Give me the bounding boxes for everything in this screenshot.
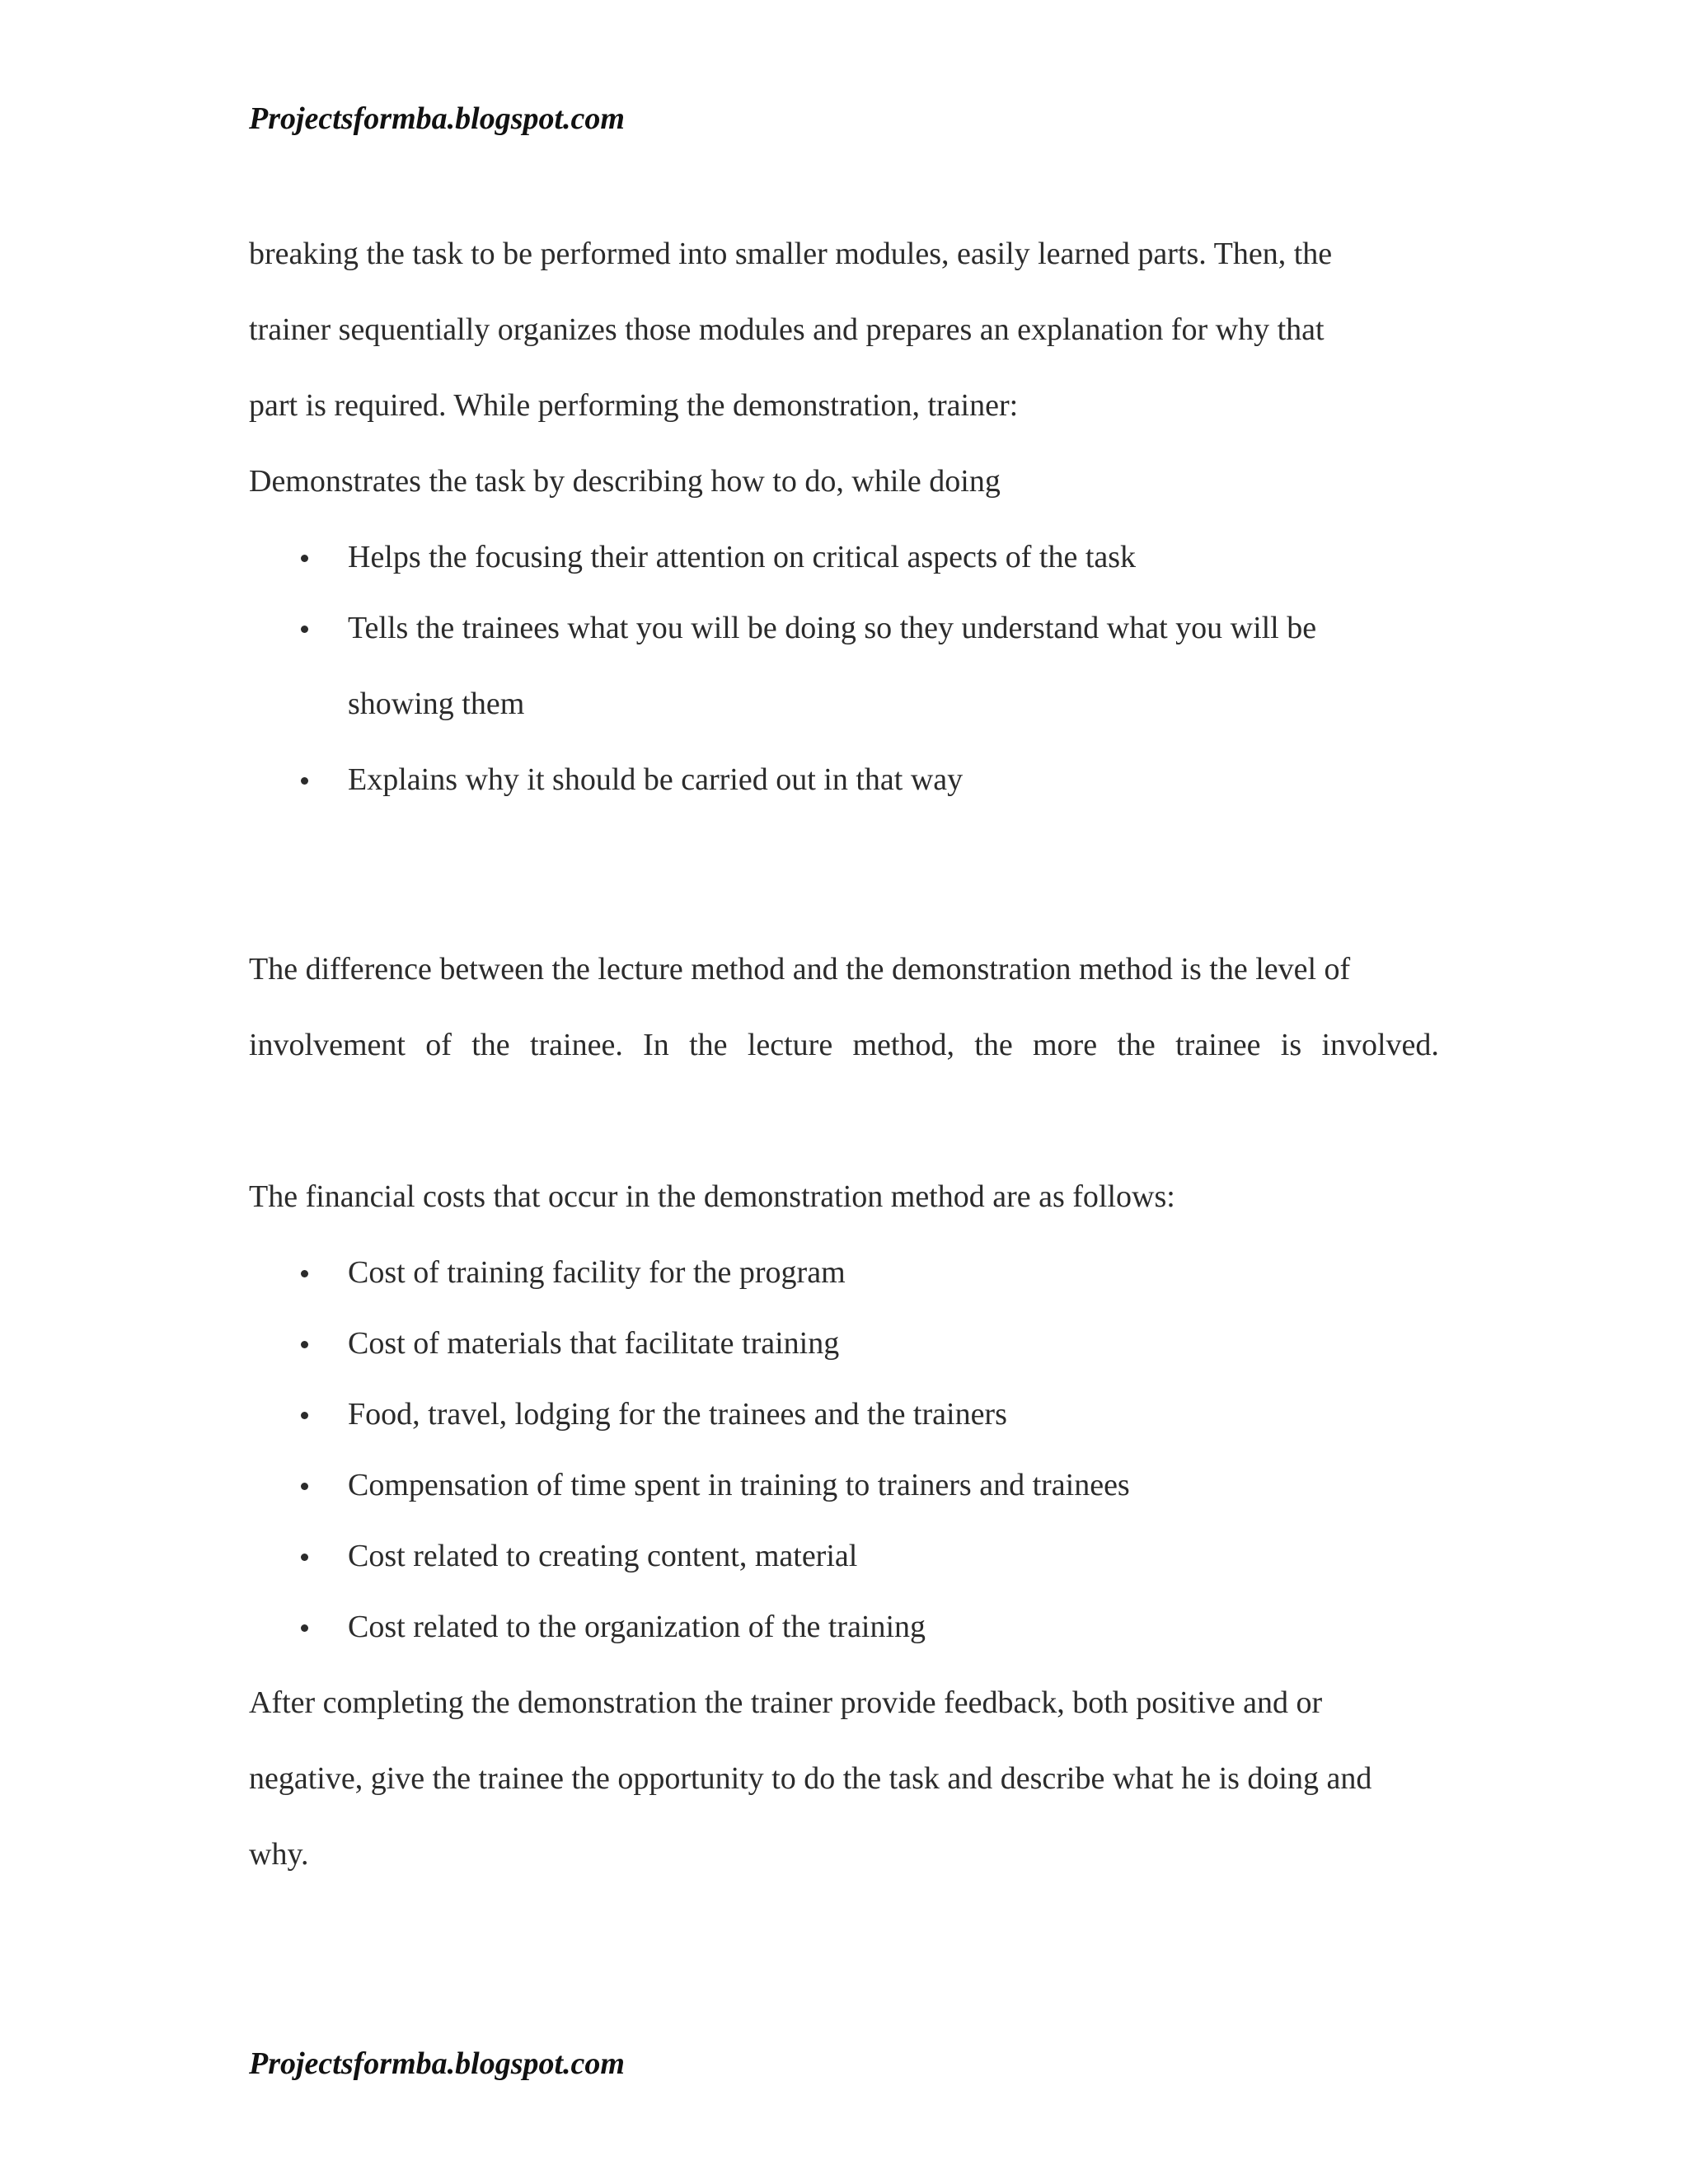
justified-word: is xyxy=(1280,1028,1302,1062)
list-item-text: Cost of materials that facilitate training xyxy=(348,1326,840,1361)
body-text-line: breaking the task to be performed into smaller modules, easily learned parts. Then, the xyxy=(249,237,1333,271)
list-item-text: Tells the trainees what you will be doing so they understand what you will be xyxy=(348,611,1317,645)
body-text-line: After completing the demonstration the trainer provide feedback, both positive and or xyxy=(249,1685,1323,1720)
header-site-name: Projectsformba.blogspot.com xyxy=(249,101,625,136)
justified-word: involvement xyxy=(249,1028,406,1062)
justified-word: more xyxy=(1033,1028,1098,1062)
list-item-text: Cost related to creating content, material xyxy=(348,1539,858,1573)
list-item-text: Food, travel, lodging for the trainees and the trainers xyxy=(348,1397,1007,1432)
body-text-line: The difference between the lecture method and the demonstration method is the level of xyxy=(249,952,1351,987)
footer-site-name: Projectsformba.blogspot.com xyxy=(249,2046,625,2081)
body-text-line: why. xyxy=(249,1837,309,1872)
body-text-line: trainer sequentially organizes those modules and prepares an explanation for why that xyxy=(249,312,1325,347)
list-item-text: Compensation of time spent in training to trainers and trainees xyxy=(348,1468,1130,1502)
justified-word: involved. xyxy=(1321,1028,1439,1062)
justified-word: the xyxy=(974,1028,1013,1062)
justified-word: trainee. xyxy=(529,1028,623,1062)
body-text-line-justified xyxy=(249,1025,1439,1065)
justified-word: the xyxy=(1117,1028,1156,1062)
list-item-text: Explains why it should be carried out in that way xyxy=(348,762,964,797)
list-item-text: Helps the focusing their attention on critical aspects of the task xyxy=(348,540,1137,574)
justified-word: In xyxy=(643,1028,669,1062)
body-text-line: part is required. While performing the demonstration, trainer: xyxy=(249,388,1019,423)
list-item-text: showing them xyxy=(348,687,525,721)
body-text-line: Demonstrates the task by describing how to do, while doing xyxy=(249,464,1001,499)
justified-word: method, xyxy=(852,1028,954,1062)
list-item-text: Cost related to the organization of the training xyxy=(348,1610,926,1644)
body-text-line: The financial costs that occur in the demonstration method are as follows: xyxy=(249,1179,1175,1214)
justified-word: of xyxy=(425,1028,452,1062)
list-item-text: Cost of training facility for the program xyxy=(348,1255,846,1290)
justified-word: trainee xyxy=(1175,1028,1261,1062)
justified-word: the xyxy=(471,1028,510,1062)
justified-word: lecture xyxy=(747,1028,833,1062)
justified-word: the xyxy=(689,1028,728,1062)
body-text-line: negative, give the trainee the opportunity to do the task and describe what he is doing and xyxy=(249,1761,1372,1796)
